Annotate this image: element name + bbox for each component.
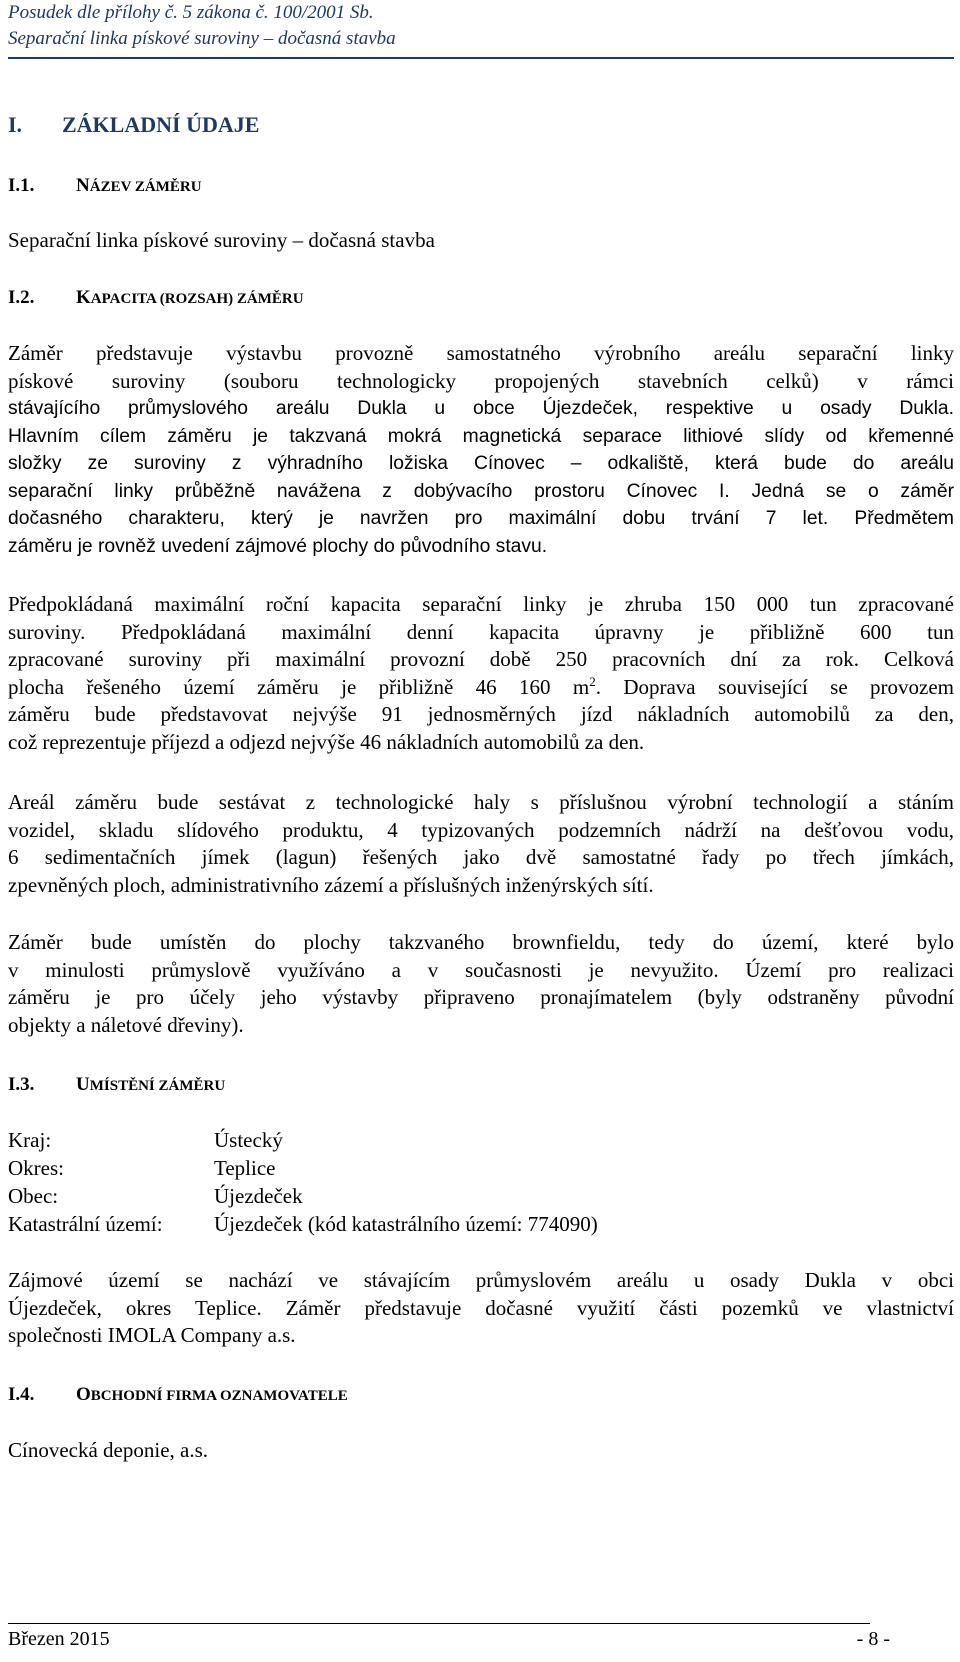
heading-rest: BCHODNÍ FIRMA OZNAMOVATELE — [90, 1388, 348, 1404]
subsection-heading-1-4 — [8, 1384, 348, 1406]
section-title: ZÁKLADNÍ ÚDAJE — [62, 112, 260, 137]
text-line: což reprezentuje příjezd a odjezd nejvýše 46 nákladních automobilů za den. — [8, 729, 645, 754]
heading-initial: U — [76, 1074, 90, 1095]
location-value: Teplice — [214, 1156, 276, 1180]
footer-divider — [8, 1623, 870, 1624]
text-line: 6 sedimentačních jímek (lagun) řešených jako dvě samostatné řady po třech jímkách, — [8, 845, 954, 869]
superscript: 2 — [589, 673, 596, 689]
capacity-paragraph-2 — [8, 591, 954, 756]
subsection-number: I.1. — [8, 175, 35, 196]
footer-date: Březen 2015 — [8, 1628, 110, 1650]
capacity-paragraph-1 — [8, 340, 954, 560]
text-line: Zájmové území se nachází ve stávajícím průmyslovém areálu u osady Dukla v obci — [8, 1268, 954, 1292]
project-name: Separační linka pískové suroviny – dočasná stavba — [8, 228, 435, 252]
text-line: Hlavním cílem záměru je takzvaná mokrá magnetická separace lithiové slídy od křemenné — [8, 425, 954, 447]
heading-rest: MÍSTĚNÍ ZÁMĚRU — [89, 1078, 226, 1094]
text-line: stávajícího průmyslového areálu Dukla u obce Újezdeček, respektive u osady Dukla. — [8, 398, 954, 419]
section-heading-1 — [8, 112, 259, 138]
text-line: zpracované suroviny při maximální provozní době 250 pracovních dní za rok. Celková — [8, 647, 954, 671]
text-line: zpevněných ploch, administrativního zázemí a příslušných inženýrských sítí. — [8, 872, 654, 897]
text-line: suroviny. Předpokládaná maximální denní kapacita úpravny je přibližně 600 tun — [8, 619, 954, 644]
text-line: Areál záměru bude sestávat z technologické haly s příslušnou výrobní technologií a stáním — [8, 790, 954, 814]
text-line: objekty a náletové dřeviny). — [8, 1012, 244, 1037]
location-table — [8, 1126, 598, 1238]
location-value: Újezdeček (kód katastrálního území: 774090) — [214, 1212, 598, 1236]
header-line-1: Posudek dle přílohy č. 5 zákona č. 100/2001 Sb. — [8, 2, 374, 23]
location-key: Katastrální území: — [8, 1212, 163, 1236]
page-number: - 8 - — [856, 1628, 890, 1650]
heading-rest: ÁZEV ZÁMĚRU — [89, 179, 202, 195]
text-line: vozidel, skladu slídového produktu, 4 typizovaných podzemních nádrží na dešťovou vodu, — [8, 817, 954, 842]
subsection-heading-1-2 — [8, 287, 304, 309]
subsection-number: I.4. — [8, 1384, 35, 1405]
text-line: společnosti IMOLA Company a.s. — [8, 1323, 296, 1347]
text-line: záměru je rovněž uvedení zájmové plochy do původního stavu. — [8, 535, 548, 557]
section-number: I. — [8, 112, 23, 137]
location-row — [8, 1210, 598, 1238]
notifier-name: Cínovecká deponie, a.s. — [8, 1438, 209, 1462]
text-line: v minulosti průmyslově využíváno a v současnosti je nevyužito. Území pro realizaci — [8, 957, 954, 982]
header-divider — [8, 57, 954, 59]
text-line: složky ze suroviny z výhradního ložiska Cínovec – odkaliště, která bude do areálu — [8, 453, 954, 474]
text-line: dočasného charakteru, který je navržen pro maximální dobu trvání 7 let. Předmětem — [8, 508, 954, 529]
subsection-number: I.3. — [8, 1074, 35, 1095]
text-line: Újezdeček, okres Teplice. Záměr představuje dočasné využití části pozemků ve vlastnictví — [8, 1295, 954, 1320]
text-line: Záměr představuje výstavbu provozně samostatného výrobního areálu separační linky — [8, 341, 954, 365]
text-line — [8, 674, 954, 702]
heading-initial: N — [76, 175, 90, 196]
text-line: Záměr bude umístěn do plochy takzvaného brownfieldu, tedy do území, které bylo — [8, 930, 954, 954]
subsection-heading-1-1 — [8, 175, 202, 197]
subsection-heading-1-3 — [8, 1074, 225, 1096]
location-row — [8, 1154, 598, 1182]
text-line: záměru bude představovat nejvýše 91 jednosměrných jízd nákladních automobilů za den, — [8, 702, 954, 726]
capacity-paragraph-3 — [8, 789, 954, 899]
subsection-number: I.2. — [8, 287, 35, 308]
heading-rest: APACITA (ROZSAH) ZÁMĚRU — [90, 291, 304, 307]
text-fragment: plocha řešeného území záměru je přibližně 46 160 m — [8, 674, 590, 699]
text-line: Předpokládaná maximální roční kapacita separační linky je zhruba 150 000 tun zpracované — [8, 592, 954, 616]
location-value: Újezdeček — [214, 1184, 303, 1208]
text-line: pískové suroviny (souboru technologicky propojených stavebních celků) v rámci — [8, 368, 954, 393]
location-row — [8, 1126, 598, 1154]
text-line: separační linky průběžně navážena z dobývacího prostoru Cínovec I. Jedná se o záměr — [8, 480, 954, 502]
location-row — [8, 1182, 598, 1210]
location-key: Okres: — [8, 1156, 64, 1180]
location-value: Ústecký — [214, 1128, 283, 1152]
text-line: záměru je pro účely jeho výstavby připraveno pronajímatelem (byly odstraněny původní — [8, 985, 954, 1009]
location-key: Kraj: — [8, 1128, 52, 1152]
header-line-2: Separační linka pískové suroviny – dočasná stavba — [8, 28, 396, 49]
capacity-paragraph-4 — [8, 929, 954, 1039]
heading-initial: O — [76, 1384, 91, 1405]
location-paragraph — [8, 1267, 954, 1350]
location-key: Obec: — [8, 1184, 59, 1208]
heading-initial: K — [76, 287, 91, 308]
text-fragment: . Doprava související se provozem — [595, 674, 954, 699]
